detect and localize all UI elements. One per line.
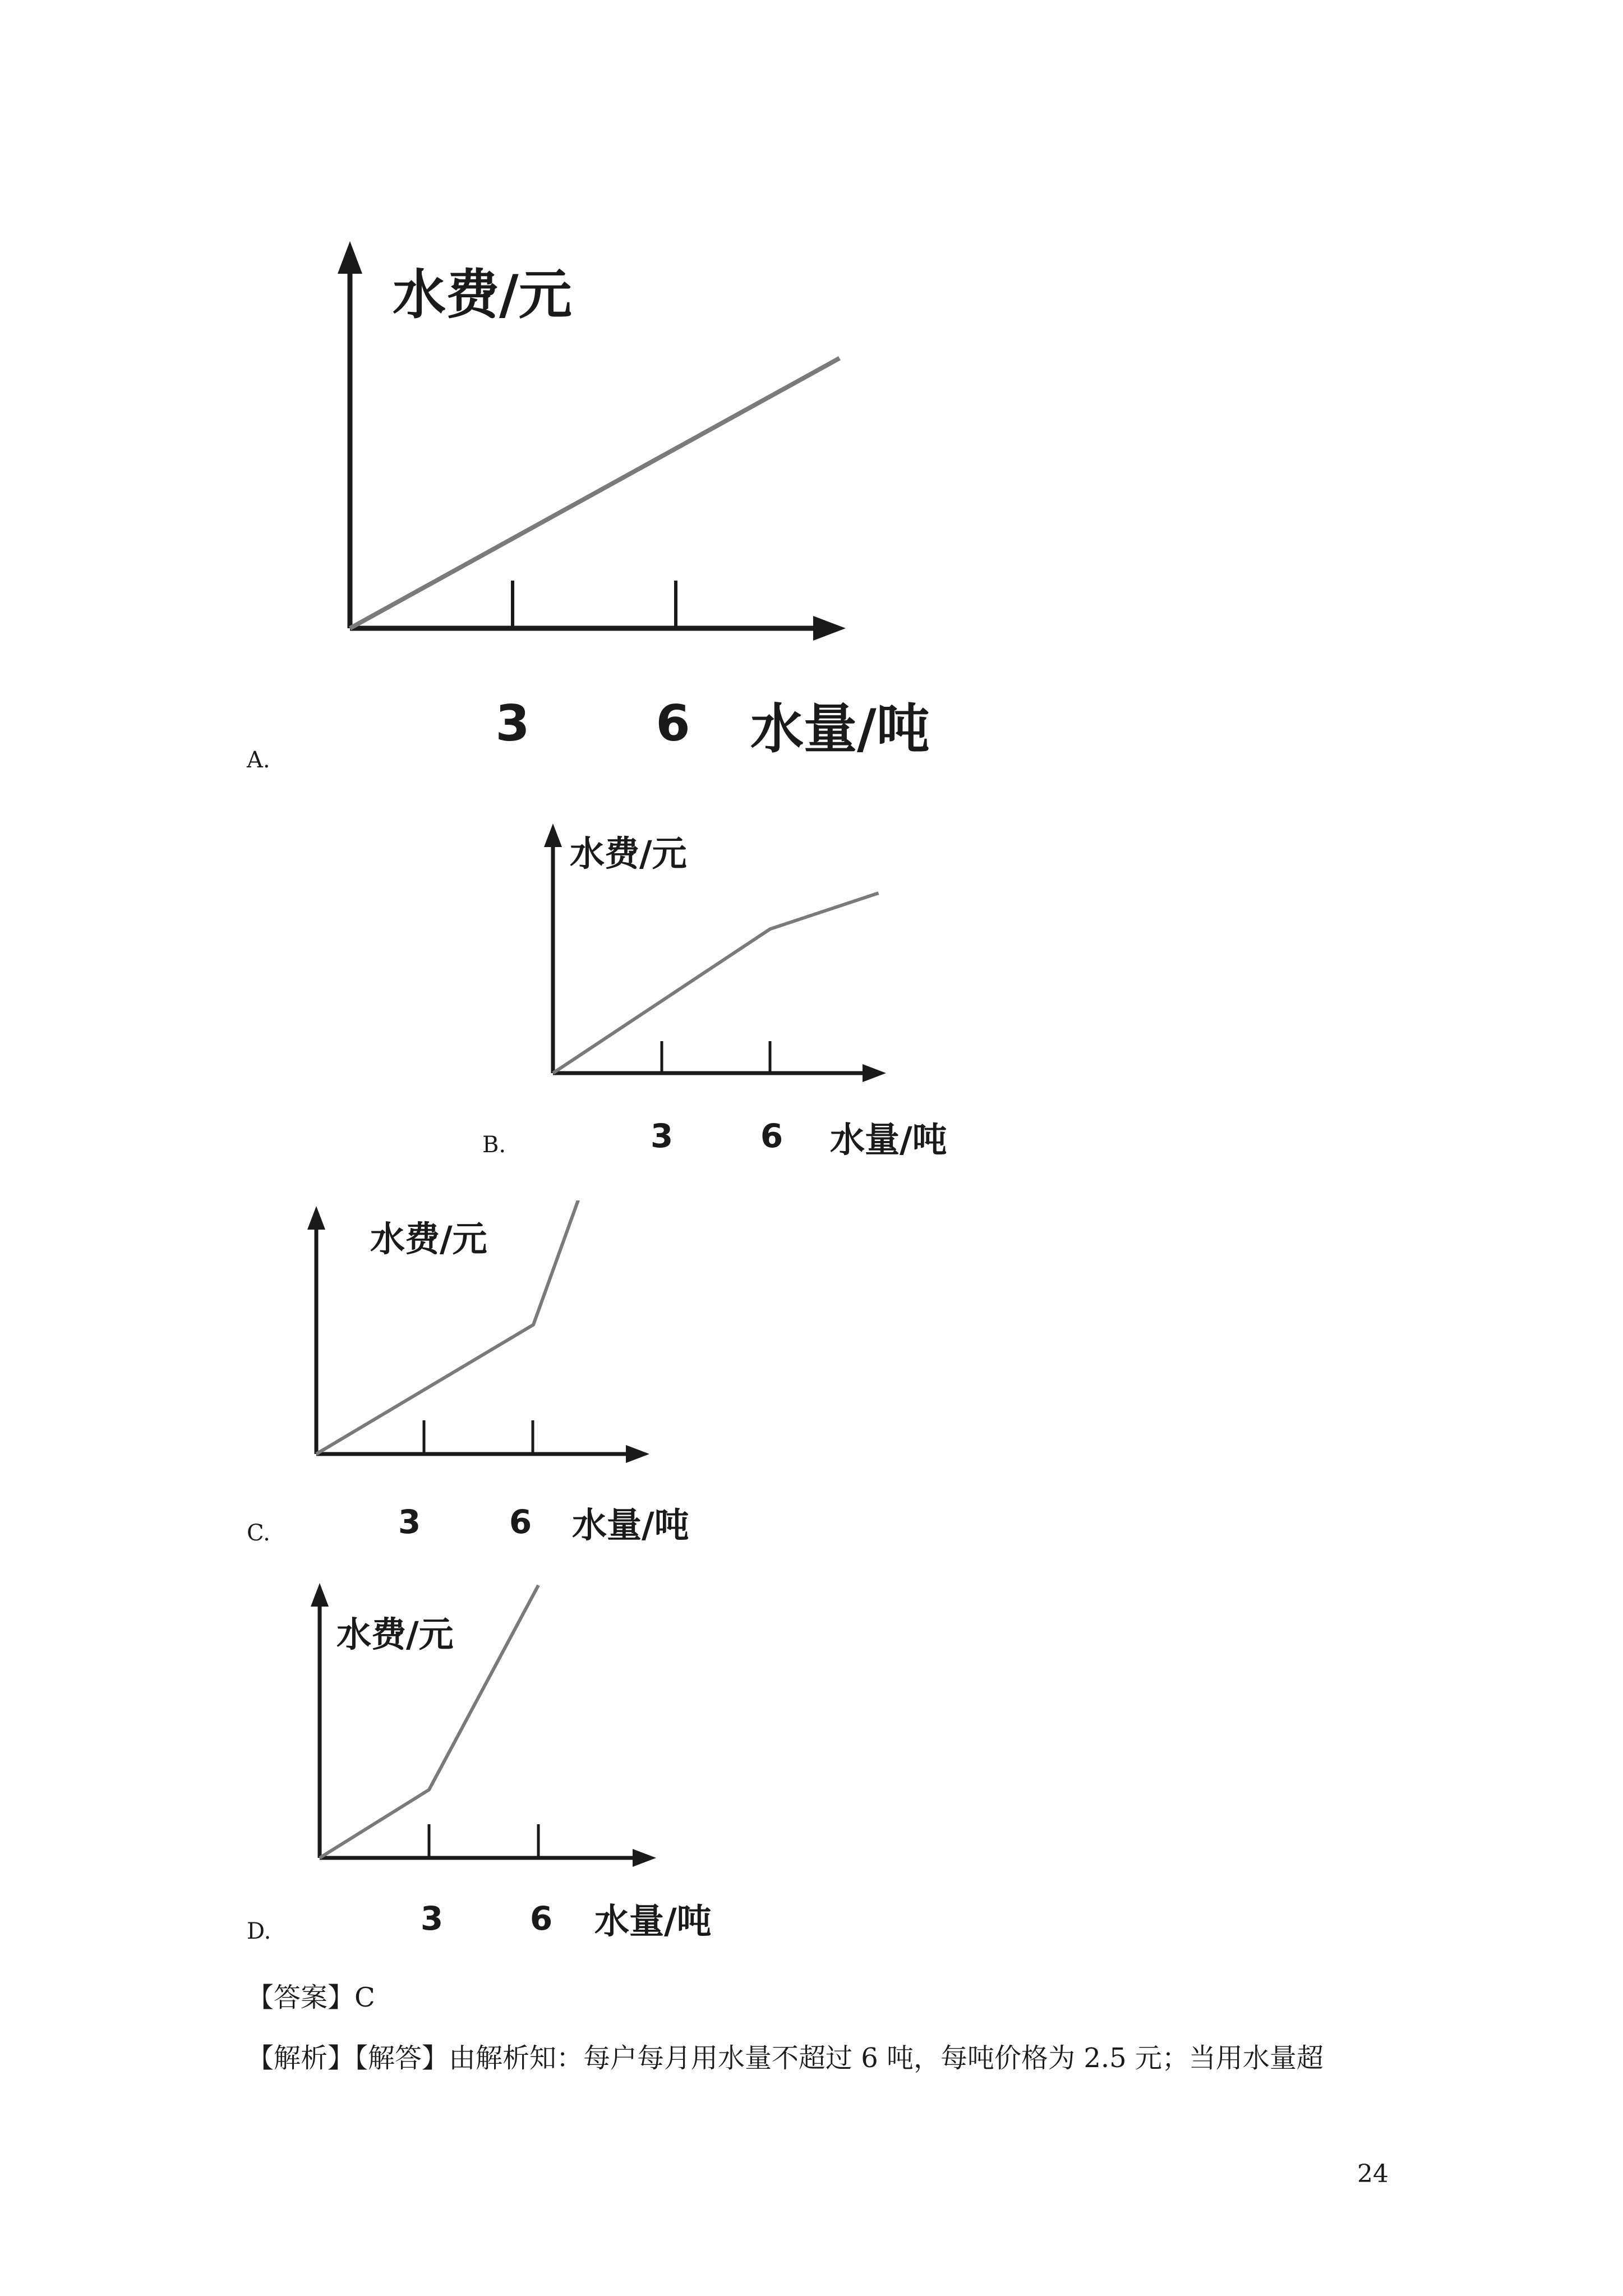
y-axis-label: 水费/元 [570,833,687,874]
chart-option-b [527,818,987,1166]
chart-option-c [292,1200,729,1559]
chart-option-a [314,236,987,774]
x-axis-label: 水量/吨 [750,698,930,760]
answer-line: 【答案】C [247,1982,375,2013]
option-label-b: B. [482,1132,506,1158]
y-axis-arrow [544,823,562,847]
analysis-line: 【解析】【解答】由解析知：每户每月用水量不超过 6 吨，每吨价格为 2.5 元；当用水量超 [247,2042,1324,2074]
x-axis-arrow [863,1064,886,1082]
x-tick-label-3: 3 [650,1117,674,1155]
x-tick-label-3: 3 [420,1899,444,1938]
y-axis-arrow [311,1583,329,1607]
chart-option-d [297,1571,735,1952]
series-line [350,358,840,629]
x-axis-label: 水量/吨 [830,1119,947,1160]
x-tick-label-6: 6 [529,1899,553,1938]
x-tick-label-6: 6 [656,694,690,752]
x-axis-arrow [626,1445,649,1463]
x-tick-label-3: 3 [495,694,530,752]
y-axis-label: 水费/元 [336,1614,454,1655]
option-label-a: A. [247,747,270,773]
page-number: 24 [1357,2160,1389,2188]
y-axis-label: 水费/元 [393,264,572,326]
series-line [553,893,879,1073]
y-axis-label: 水费/元 [370,1218,487,1259]
x-axis-arrow [813,616,846,641]
x-tick-label-6: 6 [760,1117,783,1155]
option-label-d: D. [247,1918,271,1944]
x-axis-arrow [633,1849,656,1867]
option-label-c: C. [247,1520,270,1546]
y-axis-arrow [307,1206,325,1230]
x-tick-label-6: 6 [509,1503,532,1541]
x-tick-label-3: 3 [398,1503,421,1541]
y-axis-arrow [338,241,362,274]
x-axis-label: 水量/吨 [572,1504,689,1545]
x-axis-label: 水量/吨 [594,1901,712,1941]
